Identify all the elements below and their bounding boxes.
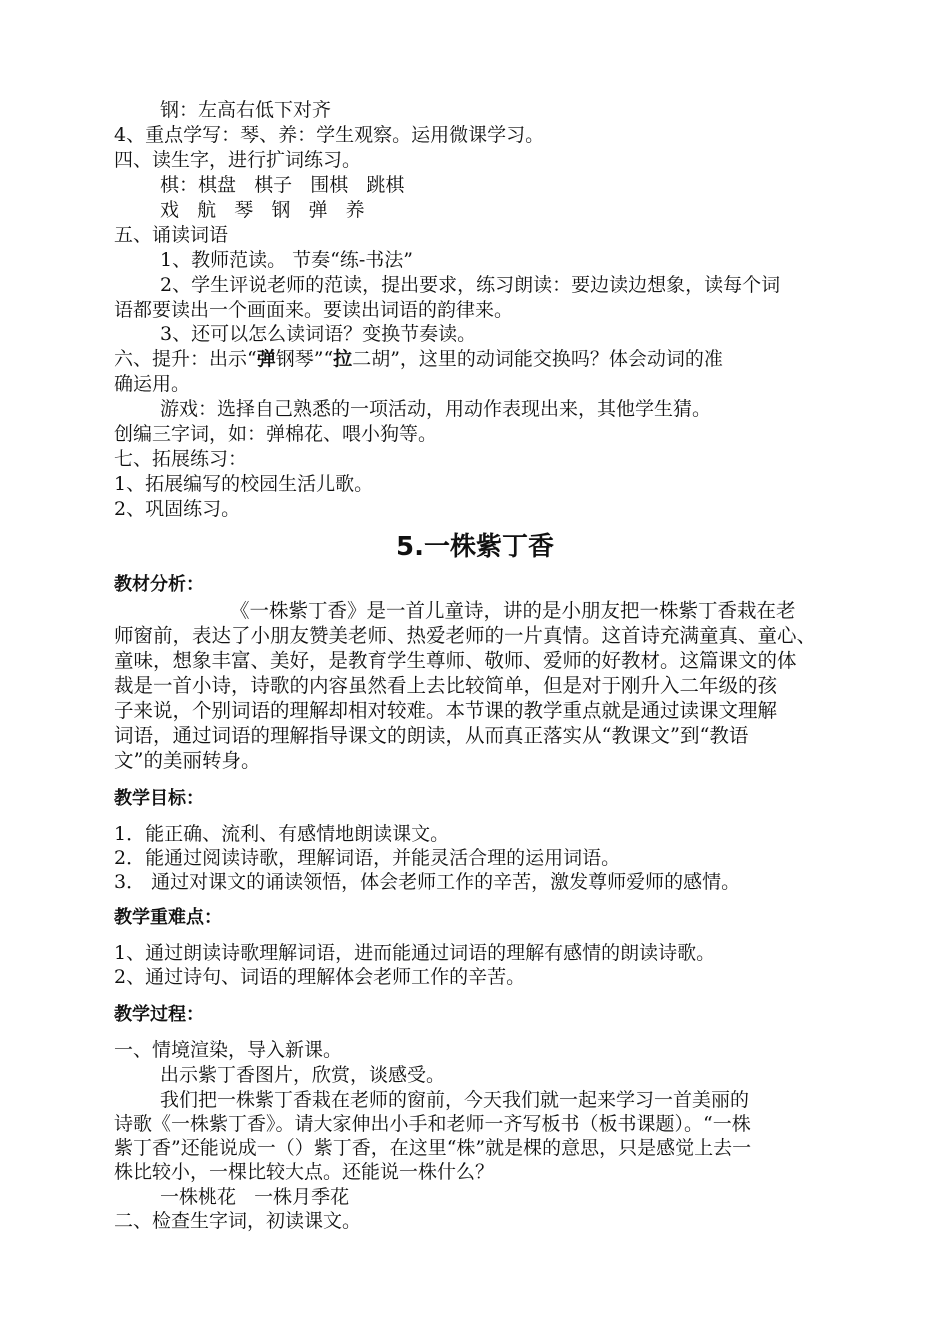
text-line: 我们把一株紫丁香栽在老师的窗前，今天我们就一起来学习一首美丽的 (160, 1089, 750, 1111)
text-line: 1、教师范读。 节奏“练-书法” (160, 249, 413, 271)
section-heading-key-points: 教学重难点： (114, 907, 222, 928)
key-point-item: 2、通过诗句、词语的理解体会老师工作的辛苦。 (114, 966, 526, 988)
text-line: 4、重点学写：琴、养：学生观察。运用微课学习。 (114, 124, 545, 146)
lesson-title: 5.一株紫丁香 (396, 532, 554, 562)
paragraph-line: 《一株紫丁香》是一首儿童诗，讲的是小朋友把一株紫丁香栽在老 (230, 599, 796, 622)
bold-word: 弹 (256, 348, 276, 370)
text-line: 出示紫丁香图片，欣赏，谈感受。 (160, 1064, 446, 1086)
key-point-item: 1、通过朗读诗歌理解词语，进而能通过词语的理解有感情的朗读诗歌。 (114, 942, 716, 964)
bold-word: 拉 (333, 348, 353, 370)
text-line: 钢：左高右低下对齐 (160, 99, 332, 121)
text-line: 确运用。 (114, 373, 191, 395)
section-heading-goals: 教学目标： (114, 788, 204, 809)
paragraph-line: 童味，想象丰富、美好，是教育学生尊师、敬师、爱师的好教材。这篇课文的体 (114, 649, 797, 672)
goal-item: 1．能正确、流利、有感情地朗读课文。 (114, 823, 450, 845)
text-line: 一株桃花 一株月季花 (160, 1186, 350, 1208)
text-line: 棋：棋盘 棋子 围棋 跳棋 (160, 174, 405, 196)
text-line: 1、拓展编写的校园生活儿歌。 (114, 473, 374, 495)
text-line: 四、读生字，进行扩词练习。 (114, 149, 362, 171)
paragraph-line: 子来说，个别词语的理解却相对较难。本节课的教学重点就是通过读课文理解 (114, 699, 778, 722)
text-line: 游戏：选择自己熟悉的一项活动，用动作表现出来，其他学生猜。 (160, 398, 712, 420)
paragraph-line: 词语，通过词语的理解指导课文的朗读，从而真正落实从“教课文”到“教语 (114, 724, 749, 747)
paragraph-line: 文”的美丽转身。 (114, 749, 261, 772)
text-line: 株比较小，一棵比较大点。还能说一株什么？ (114, 1161, 495, 1183)
goal-item: 2．能通过阅读诗歌，理解词语，并能灵活合理的运用词语。 (114, 847, 621, 869)
text-line: 2、巩固练习。 (114, 498, 241, 520)
text-line: 2、学生评说老师的范读，提出要求，练习朗读：要边读边想象，读每个词 (160, 274, 781, 296)
text-line: 3、还可以怎么读词语？变换节奏读。 (160, 323, 477, 345)
paragraph-line: 师窗前，表达了小朋友赞美老师、热爱老师的一片真情。这首诗充满童真、童心、 (114, 624, 817, 647)
text-line (114, 347, 723, 371)
paragraph-line: 裁是一首小诗，诗歌的内容虽然看上去比较简单，但是对于刚升入二年级的孩 (114, 674, 778, 697)
text-line: 诗歌《一株紫丁香》。请大家伸出小手和老师一齐写板书（板书课题）。“一株 (114, 1113, 751, 1135)
text-line: 七、拓展练习： (114, 448, 248, 470)
text-line: 戏 航 琴 钢 弹 养 (160, 199, 365, 221)
text-line: 一、情境渲染，导入新课。 (114, 1039, 343, 1061)
text-line: 五、诵读词语 (114, 224, 229, 246)
text-segment: 二胡”，这里的动词能交换吗？体会动词的准 (352, 348, 723, 370)
text-segment: 六、提升：出示“ (114, 348, 257, 370)
text-line: 紫丁香”还能说成一（）紫丁香，在这里“株”就是棵的意思，只是感觉上去一 (114, 1137, 752, 1159)
text-segment: 钢琴”“ (275, 348, 334, 370)
text-line: 二、检查生字词，初读课文。 (114, 1210, 362, 1232)
text-line: 创编三字词，如：弹棉花、喂小狗等。 (114, 423, 438, 445)
goal-item: 3． 通过对课文的诵读领悟，体会老师工作的辛苦，激发尊师爱师的感情。 (114, 871, 741, 893)
section-heading-process: 教学过程： (114, 1004, 204, 1025)
text-line: 语都要读出一个画面来。要读出词语的韵律来。 (114, 299, 514, 321)
section-heading-analysis: 教材分析： (114, 574, 204, 595)
